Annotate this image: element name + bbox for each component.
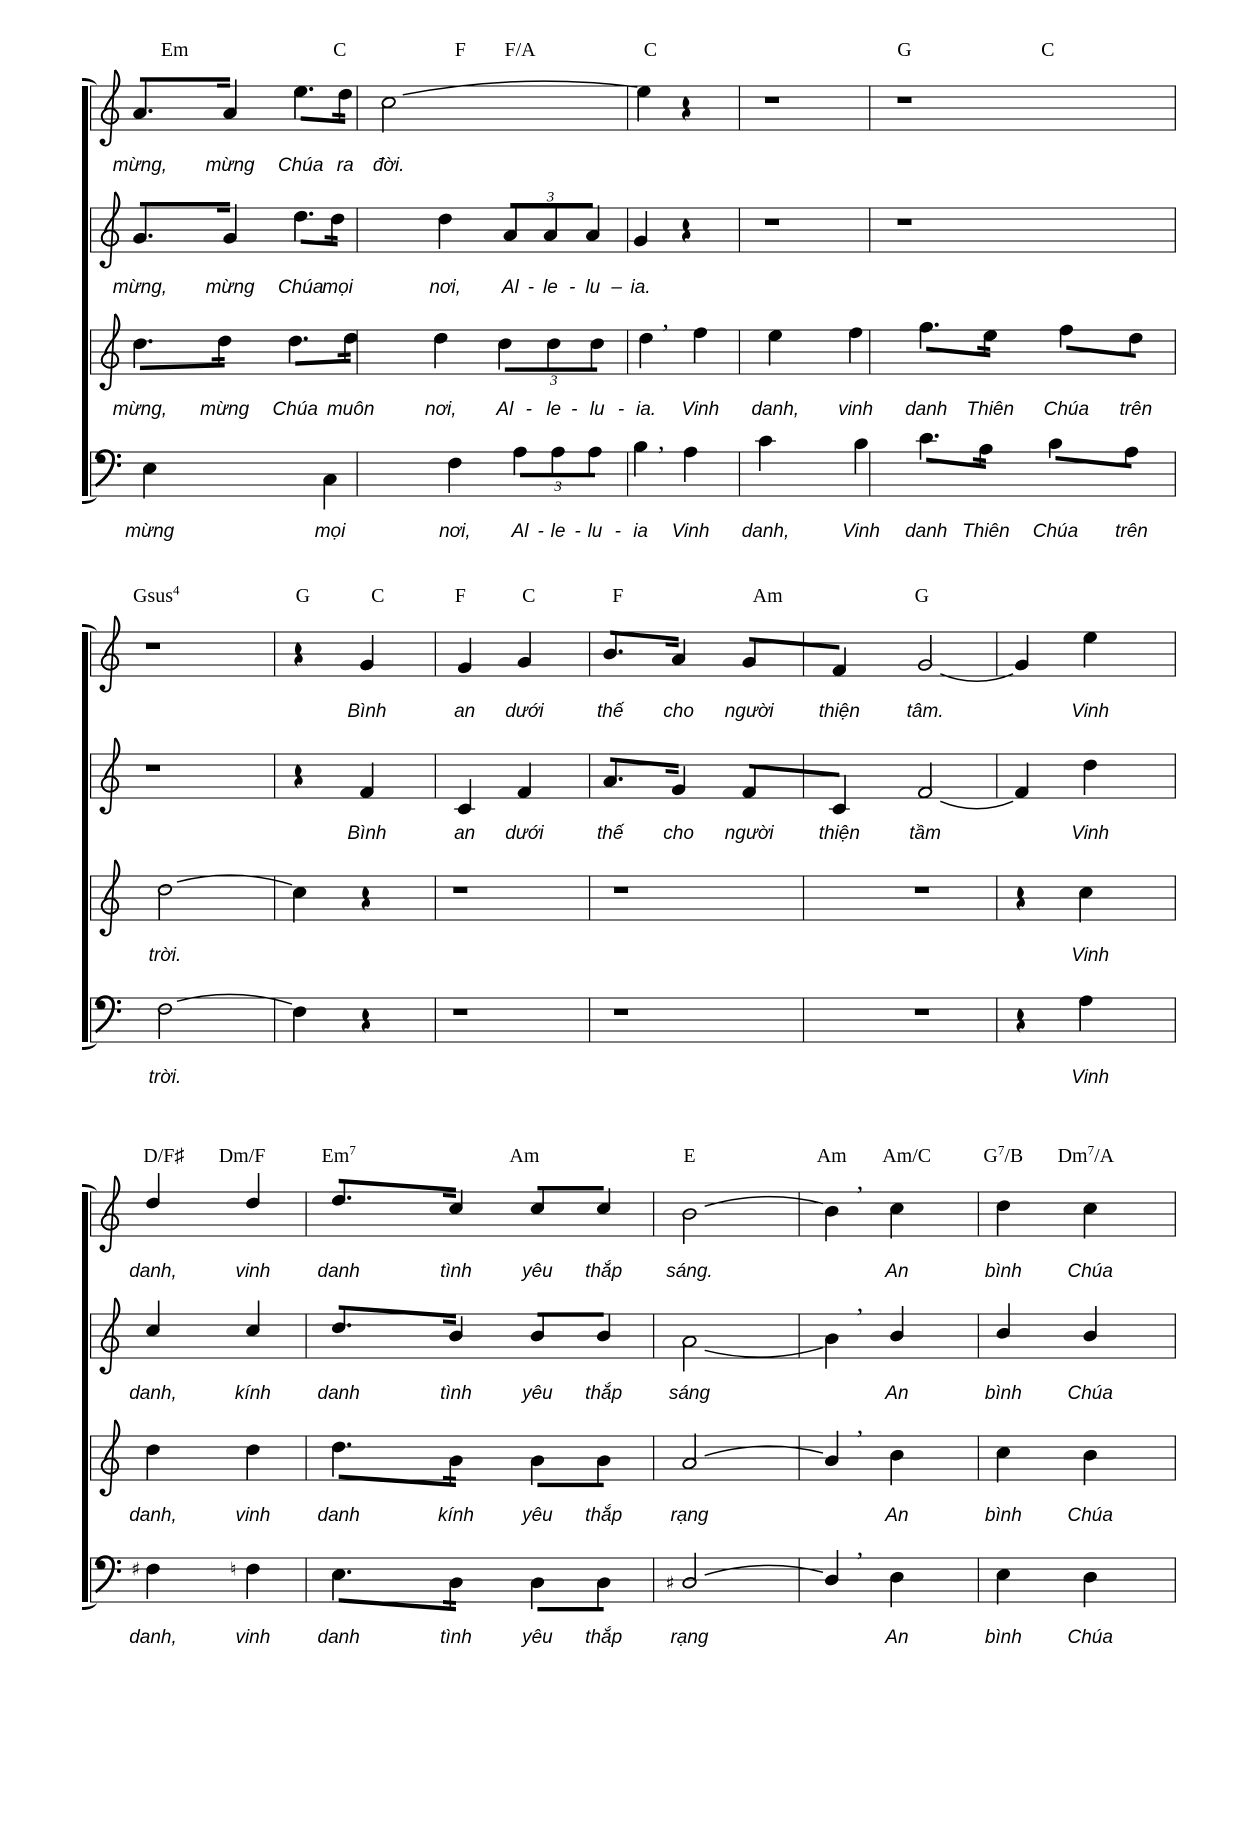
lyric-syllable: yêu	[522, 1627, 553, 1648]
lyric-syllable: danh	[905, 521, 948, 542]
lyric-syllable: mừng	[125, 521, 175, 542]
system-3-staff-2	[90, 1290, 1176, 1382]
lyric-syllable: Bình	[347, 701, 387, 722]
slur	[940, 674, 1013, 682]
system-3-staff-3	[90, 1412, 1176, 1504]
lyric-syllable: trên	[1119, 399, 1153, 420]
lyric-syllable: thắp	[585, 1383, 623, 1404]
lyric-row	[90, 1066, 1176, 1096]
bass-clef-icon	[96, 451, 122, 486]
lyric-syllable: -	[537, 521, 544, 542]
slur	[705, 1348, 823, 1358]
lyric-row	[90, 700, 1176, 730]
system-1-staff-2	[90, 184, 1176, 276]
whole-rest	[614, 1010, 628, 1016]
lyric-syllable: nơi,	[429, 277, 461, 298]
lyric-syllable: ra	[336, 155, 354, 176]
lyric-syllable: cho	[663, 823, 694, 844]
beam	[339, 1179, 456, 1192]
sharp-icon: ♯	[131, 1558, 141, 1581]
lyric-syllable: kính	[234, 1383, 271, 1404]
chord-label: F	[612, 585, 624, 607]
lyric-syllable: An	[885, 1505, 909, 1526]
lyric-syllable: danh	[317, 1505, 360, 1526]
lyric-syllable: Chúa	[1032, 521, 1079, 542]
sharp-icon: ♯	[665, 1572, 675, 1595]
whole-rest	[146, 644, 160, 650]
beam	[537, 1483, 603, 1487]
lyric-syllable: Chúa	[1067, 1627, 1113, 1648]
lyric-syllable: -	[574, 521, 581, 542]
lyric-syllable: thắp	[585, 1505, 623, 1526]
beam	[505, 367, 597, 371]
whole-rest	[614, 888, 628, 894]
lyric-syllable: -	[525, 399, 532, 420]
lyric-syllable: mừng	[205, 155, 255, 176]
lyric-syllable: lu	[587, 521, 603, 542]
beam	[140, 363, 225, 370]
chord-row	[90, 34, 1176, 62]
lyric-syllable: tình	[440, 1383, 472, 1404]
lyric-syllable: lu	[589, 399, 605, 420]
breath-mark: ,	[856, 1412, 864, 1439]
lyric-syllable: vinh	[235, 1505, 271, 1526]
lyric-syllable: trời.	[148, 945, 182, 966]
lyric-syllable: Thiên	[962, 521, 1010, 542]
system-2-staff-3	[90, 852, 1176, 944]
lyric-row	[90, 822, 1176, 852]
breath-mark: ,	[856, 1290, 864, 1317]
lyric-syllable: trên	[1115, 521, 1148, 542]
chord-label: C	[522, 585, 536, 607]
chord-label: D/F♯	[143, 1145, 185, 1167]
lyric-syllable: Chúa	[272, 399, 318, 420]
lyric-syllable: mừng,	[112, 399, 168, 420]
lyric-syllable: -	[527, 277, 535, 298]
lyric-syllable: le	[550, 521, 566, 542]
lyric-syllable: danh,	[751, 399, 800, 420]
system-2-staff-1	[90, 608, 1176, 700]
lyric-syllable: bình	[984, 1261, 1022, 1282]
lyric-syllable: an	[454, 823, 476, 844]
whole-rest	[453, 1010, 467, 1016]
lyric-syllable: thiện	[818, 823, 860, 844]
system-2-staff-4	[90, 974, 1176, 1066]
breath-mark: ,	[657, 428, 665, 455]
lyric-syllable: ia	[633, 521, 648, 542]
beam	[339, 1598, 456, 1611]
lyric-syllable: Chúa	[1067, 1383, 1113, 1404]
whole-rest	[898, 220, 912, 226]
lyric-syllable: mọi	[314, 521, 346, 542]
lyric-row	[90, 520, 1176, 550]
slur	[705, 1446, 823, 1456]
beam	[339, 1475, 456, 1488]
chord-label: Dm/F	[218, 1145, 266, 1167]
lyric-row	[90, 276, 1176, 306]
lyric-syllable: trời.	[148, 1067, 182, 1088]
lyric-syllable: muôn	[326, 399, 375, 420]
lyric-row	[90, 944, 1176, 974]
lyric-syllable: An	[885, 1627, 909, 1648]
lyric-syllable: người	[724, 701, 774, 722]
lyric-syllable: An	[885, 1383, 909, 1404]
whole-rest	[146, 766, 160, 772]
system-3-staff-4	[90, 1534, 1176, 1626]
bass-clef-icon	[96, 997, 122, 1032]
bass-clef-icon	[96, 1557, 122, 1592]
whole-rest	[453, 888, 467, 894]
lyric-syllable: Bình	[347, 823, 387, 844]
lyric-syllable: vinh	[235, 1261, 271, 1282]
beam	[537, 1312, 603, 1316]
system-2-staff-2	[90, 730, 1176, 822]
chord-label: C	[643, 39, 658, 61]
lyric-syllable: Al	[496, 399, 514, 420]
lyric-syllable: rạng	[670, 1505, 709, 1526]
whole-rest	[765, 220, 779, 226]
lyric-syllable: tình	[440, 1261, 472, 1282]
lyric-syllable: rạng	[670, 1627, 709, 1648]
lyric-syllable: mừng	[205, 277, 255, 298]
system-2	[90, 580, 1176, 1096]
whole-rest	[915, 888, 929, 894]
tuplet-number: 3	[554, 479, 562, 496]
tuplet-number: 3	[546, 189, 555, 206]
lyric-syllable: danh,	[129, 1505, 177, 1526]
lyric-syllable: -	[617, 399, 625, 420]
chord-label: F	[454, 585, 466, 607]
chord-label: E	[683, 1145, 696, 1167]
lyric-syllable: Vinh	[671, 521, 710, 542]
beam	[537, 1186, 603, 1190]
system-bracket	[82, 632, 88, 1042]
chord-label: Dm$^7$/A	[1057, 1142, 1115, 1167]
lyric-syllable: danh,	[741, 521, 790, 542]
system-3-staff-1	[90, 1168, 1176, 1260]
lyric-syllable: Al	[501, 277, 519, 298]
chord-label: $G^7/B$	[983, 1142, 1024, 1167]
lyric-syllable: Chúa	[1067, 1261, 1113, 1282]
lyric-syllable: danh,	[129, 1383, 177, 1404]
lyric-syllable: sáng	[668, 1383, 711, 1404]
chord-label: Am	[816, 1145, 847, 1167]
lyric-syllable: –	[611, 277, 622, 298]
lyric-syllable: đời.	[372, 155, 405, 176]
chord-label: Am	[752, 585, 783, 607]
lyric-row	[90, 1504, 1176, 1534]
chord-label: Am/C	[882, 1145, 932, 1167]
lyric-syllable: an	[454, 701, 476, 722]
lyric-syllable: -	[571, 399, 578, 420]
lyric-syllable: An	[885, 1261, 909, 1282]
chord-label: G	[897, 39, 912, 61]
lyric-syllable: Vinh	[681, 399, 720, 420]
chord-row	[90, 580, 1176, 608]
lyric-syllable: lu	[585, 277, 601, 298]
lyric-syllable: tâm.	[906, 701, 944, 722]
lyric-syllable: Al	[511, 521, 529, 542]
beam	[295, 359, 350, 366]
chord-row	[90, 1140, 1176, 1168]
lyric-row	[90, 154, 1176, 184]
chord-label: Em$^7$	[321, 1142, 356, 1167]
beam	[140, 202, 230, 206]
chord-label: C	[1041, 39, 1055, 61]
lyric-syllable: thiện	[818, 701, 860, 722]
chord-label: F	[454, 39, 466, 61]
lyric-syllable: vinh	[838, 399, 874, 420]
lyric-syllable: Chúa	[277, 155, 324, 176]
slur	[403, 81, 638, 95]
lyric-syllable: yêu	[522, 1261, 553, 1282]
lyric-syllable: dưới	[505, 701, 544, 722]
slur	[940, 801, 1013, 809]
lyric-syllable: mừng,	[112, 277, 168, 298]
lyric-syllable: danh	[317, 1627, 360, 1648]
lyric-syllable: danh	[905, 399, 948, 420]
system-bracket	[82, 1192, 88, 1602]
lyric-syllable: Chúa	[277, 277, 324, 298]
beam	[1055, 456, 1131, 469]
beam	[749, 764, 839, 777]
chord-label: Em	[160, 39, 189, 61]
lyric-syllable: yêu	[522, 1383, 553, 1404]
lyric-syllable: cho	[663, 701, 694, 722]
lyric-syllable: mọi	[322, 277, 353, 298]
lyric-syllable: thế	[596, 701, 624, 722]
lyric-syllable: bình	[984, 1627, 1022, 1648]
lyric-syllable: Chúa	[1067, 1505, 1113, 1526]
system-1-staff-1	[90, 62, 1176, 154]
lyric-syllable: yêu	[522, 1505, 553, 1526]
lyric-syllable: danh	[317, 1261, 360, 1282]
lyric-syllable: Thiên	[966, 399, 1015, 420]
system-1	[90, 34, 1176, 550]
chord-label: G	[914, 585, 930, 607]
lyric-syllable: -	[569, 277, 576, 298]
system-bracket	[82, 86, 88, 496]
lyric-syllable: ia.	[635, 399, 657, 420]
beam	[301, 116, 346, 124]
lyric-syllable: Vinh	[1071, 1067, 1110, 1088]
lyric-syllable: bình	[984, 1505, 1022, 1526]
whole-rest	[915, 1010, 929, 1016]
lyric-syllable: mừng,	[112, 155, 168, 176]
lyric-syllable: -	[614, 521, 621, 542]
breath-mark: ,	[662, 306, 669, 333]
natural-icon: ♮	[229, 1558, 237, 1581]
chord-label: G	[295, 585, 311, 607]
lyric-syllable: tình	[440, 1627, 472, 1648]
breath-mark: ,	[856, 1168, 864, 1195]
beam	[537, 1607, 603, 1611]
tuplet-number: 3	[549, 373, 558, 390]
system-1-staff-3	[90, 306, 1176, 398]
lyric-syllable: dưới	[505, 823, 544, 844]
whole-rest	[898, 98, 912, 104]
lyric-syllable: nơi,	[424, 399, 457, 420]
lyric-syllable: thắp	[585, 1261, 623, 1282]
chord-label: Am	[509, 1145, 540, 1167]
lyric-syllable: danh,	[129, 1627, 177, 1648]
lyric-syllable: mừng	[200, 399, 250, 420]
system-1-staff-4	[90, 428, 1176, 520]
whole-rest	[765, 98, 779, 104]
beam	[339, 1305, 456, 1318]
lyric-syllable: ia.	[630, 277, 651, 298]
lyric-syllable: vinh	[235, 1627, 271, 1648]
lyric-syllable: Vinh	[1071, 945, 1110, 966]
beam	[610, 757, 678, 768]
lyric-row	[90, 1260, 1176, 1290]
lyric-syllable: tầm	[909, 823, 941, 844]
chord-label: Gsus$^4$	[132, 582, 180, 607]
lyric-syllable: bình	[984, 1383, 1022, 1404]
beam	[140, 77, 230, 81]
lyric-syllable: danh,	[129, 1261, 177, 1282]
slur	[705, 1565, 823, 1575]
lyric-syllable: le	[546, 399, 562, 420]
chord-label: C	[333, 39, 347, 61]
lyric-row	[90, 1382, 1176, 1412]
beam	[520, 473, 595, 477]
breath-mark: ,	[856, 1534, 864, 1561]
lyric-syllable: Vinh	[1071, 701, 1110, 722]
lyric-syllable: sáng.	[666, 1261, 713, 1282]
lyric-syllable: le	[543, 277, 558, 298]
lyric-syllable: nơi,	[439, 521, 471, 542]
chord-label: C	[371, 585, 385, 607]
system-3	[90, 1140, 1176, 1656]
lyric-syllable: danh	[317, 1383, 360, 1404]
lyric-syllable: thắp	[585, 1627, 623, 1648]
lyric-syllable: Vinh	[1071, 823, 1110, 844]
slur	[705, 1197, 823, 1207]
lyric-syllable: Vinh	[842, 521, 880, 542]
lyric-row	[90, 398, 1176, 428]
lyric-syllable: Chúa	[1043, 399, 1090, 420]
lyric-row	[90, 1626, 1176, 1656]
lyric-syllable: thế	[596, 823, 624, 844]
lyric-syllable: người	[724, 823, 774, 844]
lyric-syllable: kính	[438, 1505, 474, 1526]
chord-label: F/A	[504, 39, 536, 61]
